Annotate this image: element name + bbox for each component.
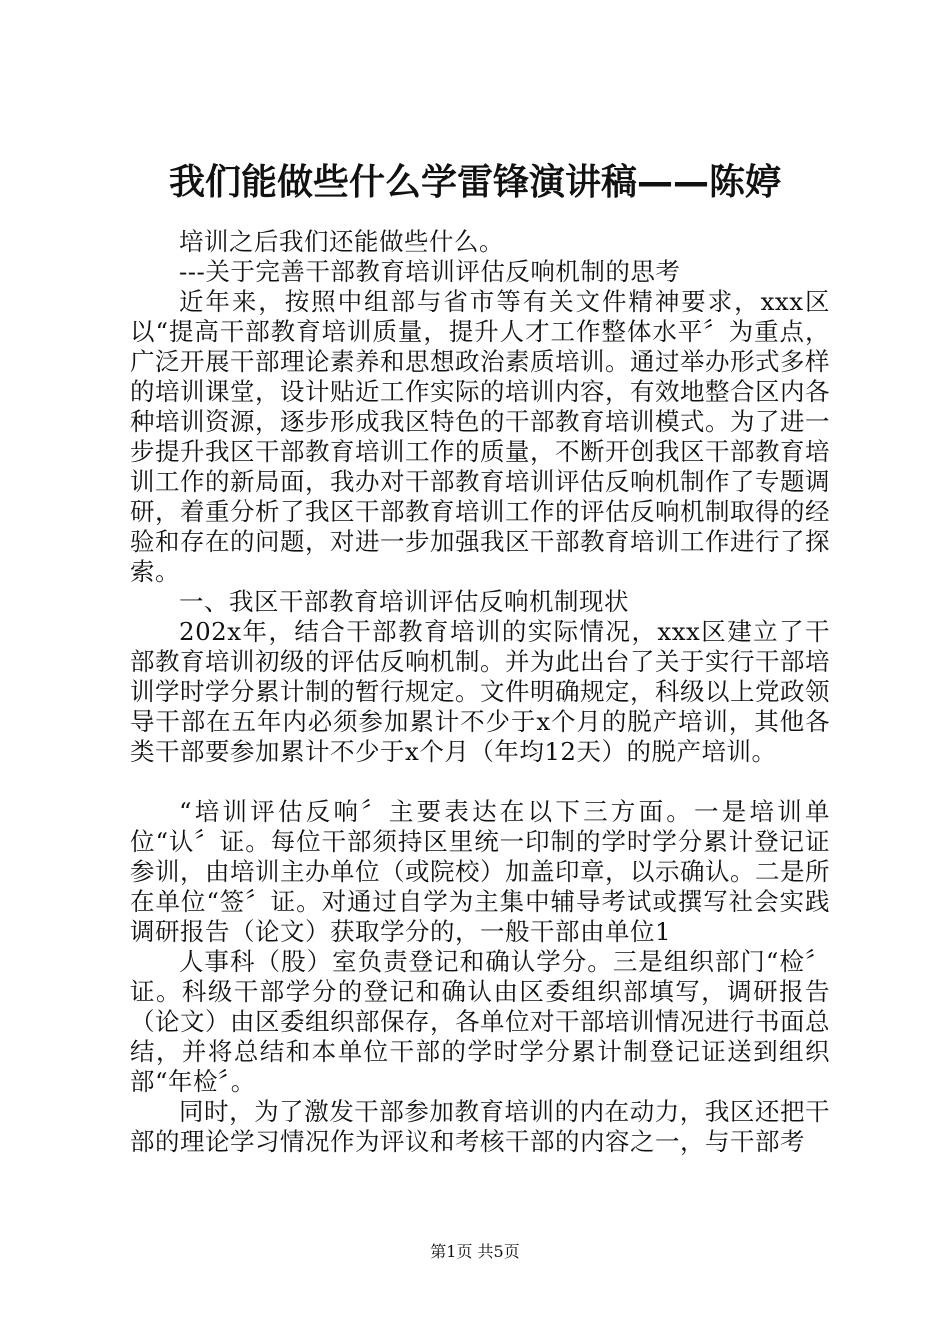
paragraph-evaluation: “培训评估反响〞主要表达在以下三方面。一是培训单位“认〞证。每位干部须持区里统一印制的学时学分累计登记证参训，由培训主办单位（或院校）加盖印章，以示确认。二是所在单位“签〞证。对通过自学为主集中辅导考试或撰写社会实践调研报告（论文）获取学分的，一般干部由单位1 (130, 797, 830, 946)
paragraph-personnel: 人事科（股）室负责登记和确认学分。三是组织部门“检〞证。科级干部学分的登记和确认由区委组织部填写，调研报告（论文）由区委组织部保存，各单位对干部培训情况进行书面总结，并将总结和本单位干部的学时学分累计制登记证送到组织部“年检〞。 (130, 947, 830, 1096)
document-title: 我们能做些什么学雷锋演讲稿——陈婷 (168, 162, 781, 203)
section-heading: 一、我区干部教育培训评估反响机制现状 (179, 587, 629, 616)
paragraph-background: 近年来，按照中组部与省市等有关文件精神要求，xxx区以“提高干部教育培训质量，提升人才工作整体水平〞为重点，广泛开展干部理论素养和思想政治素质培训。通过举办形式多样的培训课堂，设计贴近工作实际的培训内容，有效地整合区内各种培训资源，逐步形成我区特色的干部教育培训模式。为了进一步提升我区干部教育培训工作的质量，不断开创我区干部教育培训工作的新局面，我办对干部教育培训评估反响机制作了专题调研，着重分析了我区干部教育培训工作的评估反响机制取得的经验和存在的问题，对进一步加强我区干部教育培训工作进行了探索。 (130, 287, 830, 586)
paragraph-intro: 培训之后我们还能做些什么。 (179, 227, 504, 256)
paragraph-status: 202x年，结合干部教育培训的实际情况，xxx区建立了干部教育培训初级的评估反响机制。并为此出台了关于实行干部培训学时学分累计制的暂行规定。文件明确规定，科级以上党政领导干部在五年内必须参加累计不少于x个月的脱产培训，其他各类干部要参加累计不少于x个月（年均12天）的脱产培训。 (130, 617, 830, 766)
document-body (130, 227, 830, 1157)
paragraph-motivation: 同时，为了激发干部参加教育培训的内在动力，我区还把干部的理论学习情况作为评议和考核干部的内容之一，与干部考 (130, 1097, 830, 1156)
paragraph-subtitle: ---关于完善干部教育培训评估反响机制的思考 (179, 257, 681, 286)
page-number: 第1页 共5页 (430, 1242, 520, 1261)
